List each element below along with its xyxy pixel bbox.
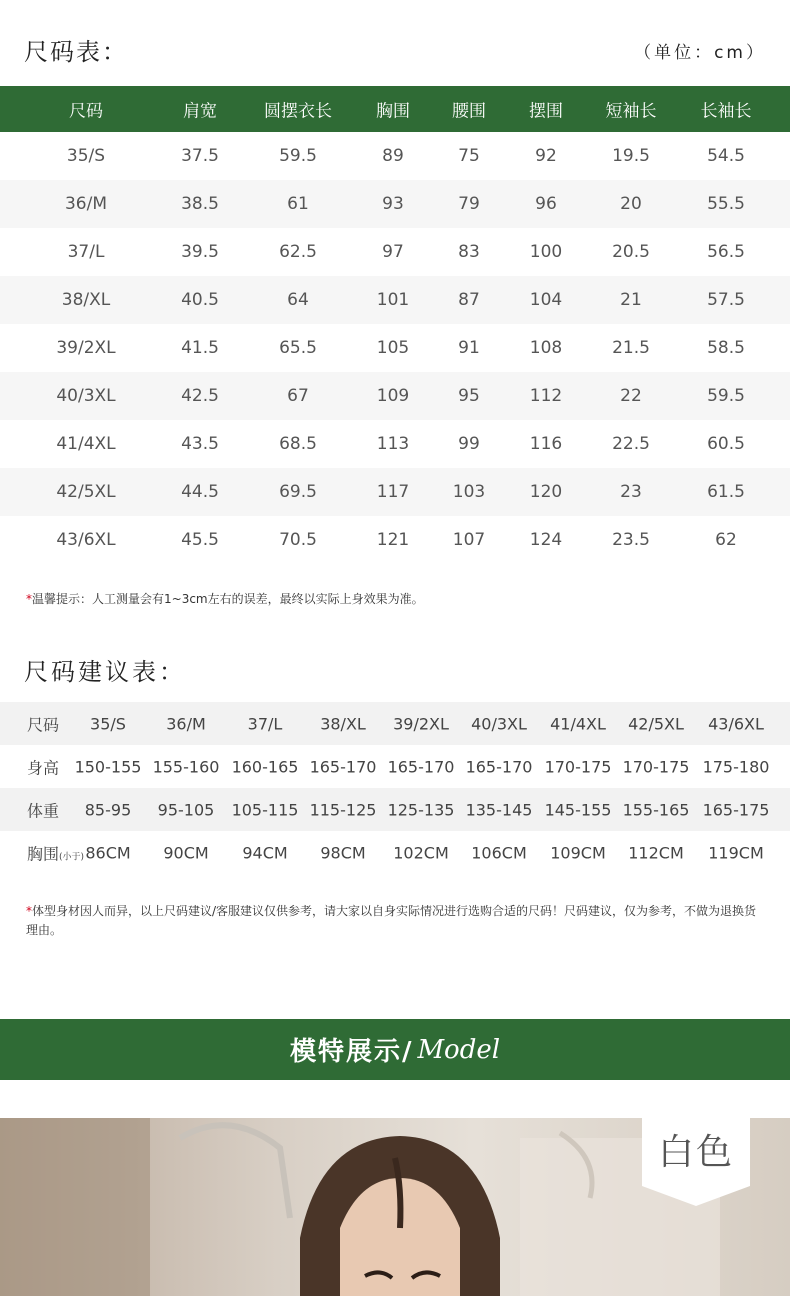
recommend-cell: 105-115 xyxy=(231,800,299,819)
tip-star: * xyxy=(26,904,32,918)
size-cell: 56.5 xyxy=(707,242,745,262)
size-cell: 117 xyxy=(376,482,410,502)
measurement-tip xyxy=(26,590,424,607)
recommend-cell: 37/L xyxy=(247,714,283,733)
size-recommend-table xyxy=(0,702,790,874)
recommend-cell: 170-175 xyxy=(622,757,690,776)
size-cell: 37/L xyxy=(67,242,105,262)
size-cell: 42/5XL xyxy=(56,482,116,502)
recommend-cell: 145-155 xyxy=(544,800,612,819)
size-header-cell: 腰围 xyxy=(452,101,486,122)
table-row xyxy=(0,516,790,564)
row-label-text: 胸围 xyxy=(27,844,60,863)
size-cell: 19.5 xyxy=(612,146,650,166)
size-cell: 35/S xyxy=(66,146,106,166)
size-cell: 39.5 xyxy=(181,242,219,262)
recommend-cell: 35/S xyxy=(90,714,126,733)
color-tag-label: 白色 xyxy=(657,1132,734,1173)
size-cell: 57.5 xyxy=(707,290,745,310)
size-cell: 107 xyxy=(452,530,486,550)
table-row xyxy=(0,372,790,420)
recommend-cell: 135-145 xyxy=(465,800,533,819)
size-cell: 99 xyxy=(458,434,480,454)
size-cell: 21 xyxy=(620,290,642,310)
size-cell: 113 xyxy=(376,434,410,454)
recommend-cell: 112CM xyxy=(628,843,684,862)
size-cell: 97 xyxy=(382,242,404,262)
size-cell: 96 xyxy=(535,194,557,214)
size-cell: 40/3XL xyxy=(56,386,116,406)
size-cell: 42.5 xyxy=(181,386,219,406)
size-cell: 59.5 xyxy=(707,386,745,406)
size-cell: 75 xyxy=(458,146,480,166)
tip-star: * xyxy=(26,592,32,606)
table-row xyxy=(0,468,790,516)
size-cell: 70.5 xyxy=(279,530,317,550)
recommend-cell: 40/3XL xyxy=(471,714,527,733)
recommend-cell: 38/XL xyxy=(320,714,366,733)
size-cell: 62.5 xyxy=(279,242,317,262)
size-cell: 22 xyxy=(620,386,642,406)
recommend-cell: 155-160 xyxy=(152,757,220,776)
unit-note: （单位：cm） xyxy=(634,43,766,63)
size-cell: 21.5 xyxy=(612,338,650,358)
size-cell: 64 xyxy=(287,290,309,310)
recommend-cell: 95-105 xyxy=(157,800,215,819)
size-cell: 20 xyxy=(620,194,642,214)
size-cell: 101 xyxy=(376,290,410,310)
recommend-cell: 39/2XL xyxy=(393,714,449,733)
recommend-cell: 43/6XL xyxy=(708,714,764,733)
size-cell: 69.5 xyxy=(279,482,317,502)
size-cell: 59.5 xyxy=(279,146,317,166)
size-cell: 68.5 xyxy=(279,434,317,454)
size-cell: 103 xyxy=(452,482,486,502)
size-cell: 37.5 xyxy=(181,146,219,166)
size-header-cell: 摆围 xyxy=(529,101,563,122)
recommend-cell: 98CM xyxy=(320,843,366,862)
size-cell: 100 xyxy=(529,242,563,262)
row-label xyxy=(27,841,84,864)
size-cell: 38/XL xyxy=(61,290,111,310)
row-label-text: 尺码 xyxy=(27,715,60,734)
size-cell: 108 xyxy=(529,338,563,358)
tip-text: 温馨提示：人工测量会有1~3cm左右的误差，最终以实际上身效果为准。 xyxy=(32,592,424,606)
row-label-note: (小于) xyxy=(59,852,85,862)
size-cell: 62 xyxy=(715,530,737,550)
table-row xyxy=(0,228,790,276)
size-cell: 67 xyxy=(287,386,309,406)
size-cell: 116 xyxy=(529,434,563,454)
size-cell: 83 xyxy=(458,242,480,262)
row-label-text: 身高 xyxy=(27,758,60,777)
size-cell: 104 xyxy=(529,290,563,310)
size-cell: 22.5 xyxy=(612,434,650,454)
row-label xyxy=(27,712,59,735)
table-row xyxy=(0,180,790,228)
size-cell: 60.5 xyxy=(707,434,745,454)
recommend-cell: 175-180 xyxy=(702,757,770,776)
recommend-cell: 86CM xyxy=(85,843,131,862)
recommend-cell: 165-170 xyxy=(309,757,377,776)
row-label xyxy=(27,798,59,821)
banner-title-en: Model xyxy=(417,1034,501,1065)
recommend-cell: 90CM xyxy=(163,843,209,862)
recommend-disclaimer xyxy=(26,902,766,940)
recommend-cell: 150-155 xyxy=(74,757,142,776)
row-label-text: 体重 xyxy=(27,801,60,820)
row-label xyxy=(27,755,59,778)
size-cell: 93 xyxy=(382,194,404,214)
size-cell: 41.5 xyxy=(181,338,219,358)
recommend-cell: 155-165 xyxy=(622,800,690,819)
recommend-cell: 102CM xyxy=(393,843,449,862)
size-recommend-title: 尺码建议表： xyxy=(24,658,186,686)
model-showcase-banner xyxy=(0,1019,790,1080)
table-row xyxy=(0,788,790,831)
size-cell: 20.5 xyxy=(612,242,650,262)
size-cell: 124 xyxy=(529,530,563,550)
size-cell: 44.5 xyxy=(181,482,219,502)
size-header-cell: 短袖长 xyxy=(605,101,657,122)
disclaimer-text: 体型身材因人而异，以上尺码建议/客服建议仅供参考，请大家以自身实际情况进行选购合适的尺码！尺码建议，仅为参考，不做为退换货理由。 xyxy=(26,904,757,937)
recommend-cell: 41/4XL xyxy=(550,714,606,733)
size-cell: 79 xyxy=(458,194,480,214)
size-header-cell: 长袖长 xyxy=(700,101,752,122)
size-cell: 87 xyxy=(458,290,480,310)
size-cell: 55.5 xyxy=(707,194,745,214)
size-cell: 38.5 xyxy=(181,194,219,214)
recommend-cell: 170-175 xyxy=(544,757,612,776)
size-cell: 54.5 xyxy=(707,146,745,166)
size-cell: 105 xyxy=(376,338,410,358)
size-header-cell: 圆摆衣长 xyxy=(264,101,332,122)
table-row xyxy=(0,276,790,324)
recommend-cell: 36/M xyxy=(166,714,206,733)
recommend-cell: 165-170 xyxy=(387,757,455,776)
size-cell: 36/M xyxy=(64,194,108,214)
recommend-cell: 115-125 xyxy=(309,800,377,819)
size-header-cell: 胸围 xyxy=(376,101,410,122)
size-cell: 65.5 xyxy=(279,338,317,358)
banner-title-zh: 模特展示/ xyxy=(289,1037,414,1067)
size-cell: 61.5 xyxy=(707,482,745,502)
table-row xyxy=(0,324,790,372)
size-cell: 39/2XL xyxy=(56,338,116,358)
table-row xyxy=(0,745,790,788)
size-cell: 40.5 xyxy=(181,290,219,310)
size-chart-header xyxy=(0,86,790,132)
size-cell: 109 xyxy=(376,386,410,406)
size-cell: 92 xyxy=(535,146,557,166)
size-cell: 112 xyxy=(529,386,563,406)
table-row xyxy=(0,831,790,874)
recommend-cell: 119CM xyxy=(708,843,764,862)
size-cell: 61 xyxy=(287,194,309,214)
color-tag xyxy=(642,1108,750,1206)
size-chart-table xyxy=(0,86,790,564)
recommend-cell: 165-175 xyxy=(702,800,770,819)
size-cell: 43.5 xyxy=(181,434,219,454)
recommend-cell: 125-135 xyxy=(387,800,455,819)
size-chart-title: 尺码表： xyxy=(24,38,128,66)
size-cell: 41/4XL xyxy=(56,434,116,454)
size-cell: 23 xyxy=(620,482,642,502)
recommend-cell: 109CM xyxy=(550,843,606,862)
recommend-cell: 165-170 xyxy=(465,757,533,776)
table-row xyxy=(0,420,790,468)
size-cell: 91 xyxy=(458,338,480,358)
size-cell: 121 xyxy=(376,530,410,550)
size-cell: 23.5 xyxy=(612,530,650,550)
table-row xyxy=(0,132,790,180)
size-header-cell: 尺码 xyxy=(69,101,103,122)
recommend-cell: 106CM xyxy=(471,843,527,862)
size-cell: 120 xyxy=(529,482,563,502)
size-header-cell: 肩宽 xyxy=(183,101,217,122)
size-cell: 43/6XL xyxy=(56,530,116,550)
table-row xyxy=(0,702,790,745)
size-cell: 89 xyxy=(382,146,404,166)
recommend-cell: 94CM xyxy=(242,843,288,862)
recommend-cell: 160-165 xyxy=(231,757,299,776)
recommend-cell: 42/5XL xyxy=(628,714,684,733)
size-cell: 45.5 xyxy=(181,530,219,550)
recommend-cell: 85-95 xyxy=(84,800,132,819)
size-cell: 95 xyxy=(458,386,480,406)
size-cell: 58.5 xyxy=(707,338,745,358)
